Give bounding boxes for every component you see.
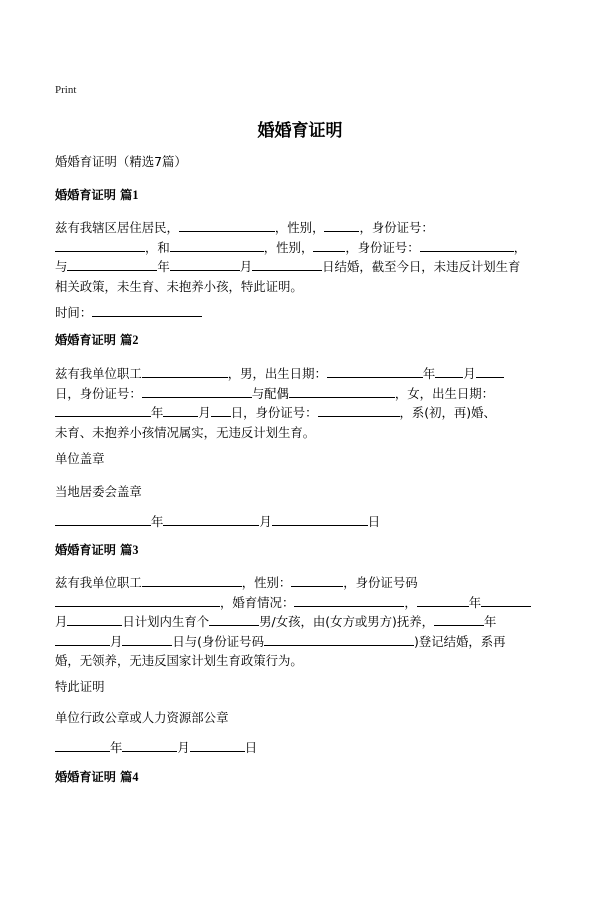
day-blank [190,738,245,752]
text-run: 男/女孩，由(女方或男方)抚养， [259,614,435,629]
text-run: 月 [55,614,68,629]
section-1-paragraph [55,218,550,296]
month-blank [163,512,259,526]
text-run: ，性别， [263,239,314,255]
committee-stamp-label: 当地居委会盖章 [55,484,142,499]
year-blank [327,364,423,378]
text-run: 月 [259,514,272,529]
text-run: ，和 [145,239,170,255]
text-run: 月 [110,633,123,649]
text-run: 日 [244,740,258,755]
spouse-name-blank [289,384,395,398]
text-run: ，性别， [274,220,325,235]
heading-number: 2 [132,333,139,347]
section-heading-4 [55,768,550,788]
month-blank [122,738,177,752]
name-blank [142,364,228,378]
year-blank [417,593,469,607]
text-run: ，身份证号： [345,239,420,255]
month-blank [435,364,463,378]
name-blank [142,573,242,587]
text-run: ，性别： [241,575,292,590]
text-run: ，男，出生日期： [227,366,327,381]
text-run: 日，身份证号： [230,405,318,420]
text-run: 年 [151,405,164,420]
day-blank [122,632,172,646]
section-3-paragraph [55,573,550,671]
text-run: 月 [239,259,253,274]
section-2-paragraph [55,364,550,442]
text-run: 日与(身份证号码 [172,633,264,649]
text-run: 与 [55,259,68,274]
id-blank [142,384,252,398]
gender-blank [313,238,345,252]
text-run: 兹有我单位职工 [55,575,142,590]
day-blank [67,612,122,626]
text-run: 日，身份证号： [55,385,142,401]
name-blank [170,238,264,252]
day-blank [476,364,504,378]
text-run: 年 [157,259,170,274]
month-blank [170,257,240,271]
document-title: 婚婚育证明 [257,121,343,141]
text-run: 年 [110,740,123,755]
heading-text: 婚婚育证明 篇 [55,543,133,557]
text-run: 年 [422,366,436,381]
text-run: )登记结婚，系再 [413,633,506,649]
text-run: 兹有我辖区居住居民， [55,220,179,235]
text-run: ，婚育情况： [220,594,295,610]
text-run: 月 [177,740,190,755]
print-link[interactable]: Print [55,84,77,96]
text-run: ， [404,594,417,610]
heading-number: 1 [132,188,139,202]
text-run: 未育、未抱养小孩情况属实，无违反计划生育。 [55,424,316,440]
time-blank [92,303,202,317]
document-subtitle: 婚婚育证明（精选7篇） [55,154,187,169]
day-blank [272,512,368,526]
year-blank [434,612,484,626]
heading-text: 婚婚育证明 篇 [55,333,133,347]
id-blank [318,403,400,417]
date-line [55,512,550,532]
text-run: 婚，无领养，无违反国家计划生育政策行为。 [55,653,303,668]
day-blank [211,403,231,417]
marital-status-blank [294,593,404,607]
text-run: ， [513,239,527,255]
id-blank [420,238,514,252]
year-blank [55,738,110,752]
text-run: ，系(初，再)婚、 [399,405,496,420]
time-line [55,303,550,323]
text-run: ，身份证号码 [343,575,418,590]
seal-label: 单位行政公章或人力资源部公章 [55,710,229,725]
section-heading-2 [55,331,550,351]
time-label: 时间： [55,305,93,320]
text-run: ，女，出生日期： [394,385,495,401]
text-run: 日计划内生育个 [122,614,210,629]
section-heading-3 [55,541,550,561]
text-run: 与配偶 [251,385,289,401]
text-run: 月 [463,366,476,381]
month-blank [481,593,531,607]
gender-blank [291,573,343,587]
text-run: 月 [198,405,211,420]
text-run: 日结婚，截至今日，未违反计划生育 [322,259,521,274]
section-heading-1 [55,186,550,206]
date-line [55,738,550,758]
heading-number: 4 [132,770,139,784]
heading-text: 婚婚育证明 篇 [55,770,133,784]
month-blank [163,403,198,417]
id-blank [264,632,414,646]
name-blank [179,218,275,232]
child-count-blank [209,612,259,626]
text-run: 年 [484,614,497,629]
text-run: 兹有我单位职工 [55,366,142,381]
id-blank [55,238,145,252]
text-run: 相关政策，未生育、未抱养小孩，特此证明。 [55,278,303,294]
text-run: ，身份证号： [359,220,434,235]
day-blank [252,257,322,271]
gender-blank [324,218,359,232]
year-blank [55,403,151,417]
year-blank [67,257,157,271]
unit-stamp-label: 单位盖章 [55,451,105,466]
year-blank [55,512,151,526]
heading-text: 婚婚育证明 篇 [55,188,133,202]
certification-label: 特此证明 [55,679,105,694]
text-run: 年 [468,594,482,610]
month-blank [55,632,110,646]
id-blank [55,593,220,607]
text-run: 日 [367,514,381,529]
text-run: 年 [151,514,164,529]
heading-number: 3 [132,543,139,557]
